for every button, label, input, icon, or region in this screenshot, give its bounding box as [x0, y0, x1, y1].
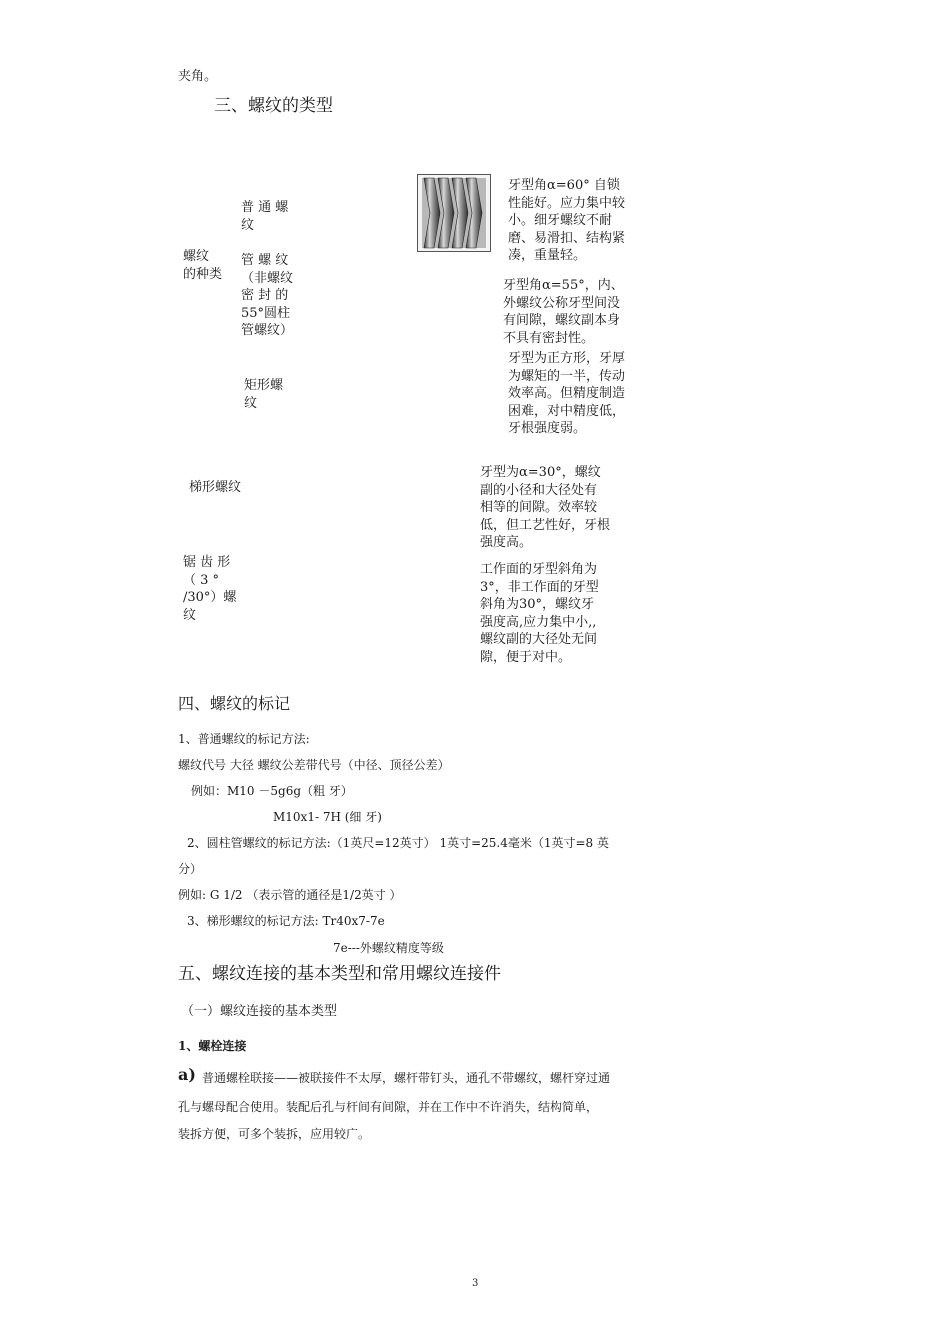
- marking-line-4: M10x1- 7H (细 牙): [273, 810, 382, 824]
- section5-heading: 五、螺纹连接的基本类型和常用螺纹连接件: [178, 964, 501, 984]
- section3-heading: 三、螺纹的类型: [214, 96, 333, 116]
- thread-type-name-rectangular: 矩形螺 纹: [244, 378, 284, 411]
- thread-desc-buttress: 工作面的牙型斜角为 3°，非工作面的牙型 斜角为30°，螺纹牙 强度高,应力集中小,, 螺纹副的大径处无间 隙，便于对中。: [480, 562, 599, 665]
- marking-line-5: 2、圆柱管螺纹的标记方法:（1英尺=12英寸） 1英寸=25.4毫米（1英寸=8 英: [187, 836, 610, 850]
- section4-heading: 四、螺纹的标记: [178, 694, 291, 713]
- marking-line-8: 3、梯形螺纹的标记方法: Tr40x7-7e: [187, 914, 385, 928]
- bolt-desc-line-1: 普通螺栓联接——被联接件不太厚，螺杆带钉头，通孔不带螺纹，螺杆穿过通: [202, 1071, 611, 1085]
- bolt-desc-line-2: 孔与螺母配合使用。装配后孔与杆间有间隙，并在工作中不许消失，结构简单，: [178, 1100, 599, 1114]
- thread-type-name-normal: 普 通 螺 纹: [241, 200, 289, 233]
- item-a-label: a): [178, 1065, 196, 1084]
- marking-line-6: 分）: [178, 862, 203, 876]
- bolt-connection-title: 1、螺栓连接: [178, 1039, 247, 1053]
- thread-desc-rectangular: 牙型为正方形，牙厚 为螺矩的一半，传动 效率高。但精度制造 困难，对中精度低， 牙根强度弱。: [508, 351, 626, 436]
- marking-line-1: 1、普通螺纹的标记方法:: [178, 732, 310, 746]
- marking-line-7: 例如: G 1/2 （表示管的通径是1/2英寸 ）: [178, 888, 402, 902]
- thread-type-name-trapezoidal: 梯形螺纹: [189, 480, 242, 495]
- thread-type-name-pipe: 管 螺 纹 （非螺纹 密 封 的 55°圆柱 管螺纹）: [241, 253, 294, 338]
- thread-desc-trapezoidal: 牙型为α=30°，螺纹 副的小径和大径处有 相等的间隙。效率较 低，但工艺性好，牙根 强度高。: [480, 465, 611, 550]
- marking-line-2: 螺纹代号 大径 螺纹公差带代号（中径、顶径公差）: [178, 758, 450, 772]
- thread-category-label: 螺纹 的种类: [183, 249, 223, 282]
- thread-image: [417, 174, 491, 252]
- page-number: 3: [472, 1278, 479, 1289]
- screw-thread-icon: [418, 175, 490, 251]
- continuation-text: 夹角。: [178, 69, 218, 84]
- section5-subheading: （一）螺纹连接的基本类型: [181, 1004, 338, 1019]
- bolt-desc-line-3: 装拆方便，可多个装拆，应用较广。: [178, 1127, 371, 1141]
- thread-type-name-buttress: 锯 齿 形 （ 3 ° /30°）螺 纹: [183, 555, 237, 623]
- thread-desc-pipe: 牙型角α=55°，内、 外螺纹公称牙型间没 有间隙，螺纹副本身 不具有密封性。: [503, 278, 624, 346]
- marking-line-9: 7e---外螺纹精度等级: [333, 941, 444, 955]
- marking-line-3: 例如：M10 －5g6g（粗 牙）: [191, 784, 353, 798]
- thread-desc-normal: 牙型角α=60° 自锁 性能好。应力集中较 小。细牙螺纹不耐 磨、易滑扣、结构紧 凑，重量轻。: [508, 178, 626, 263]
